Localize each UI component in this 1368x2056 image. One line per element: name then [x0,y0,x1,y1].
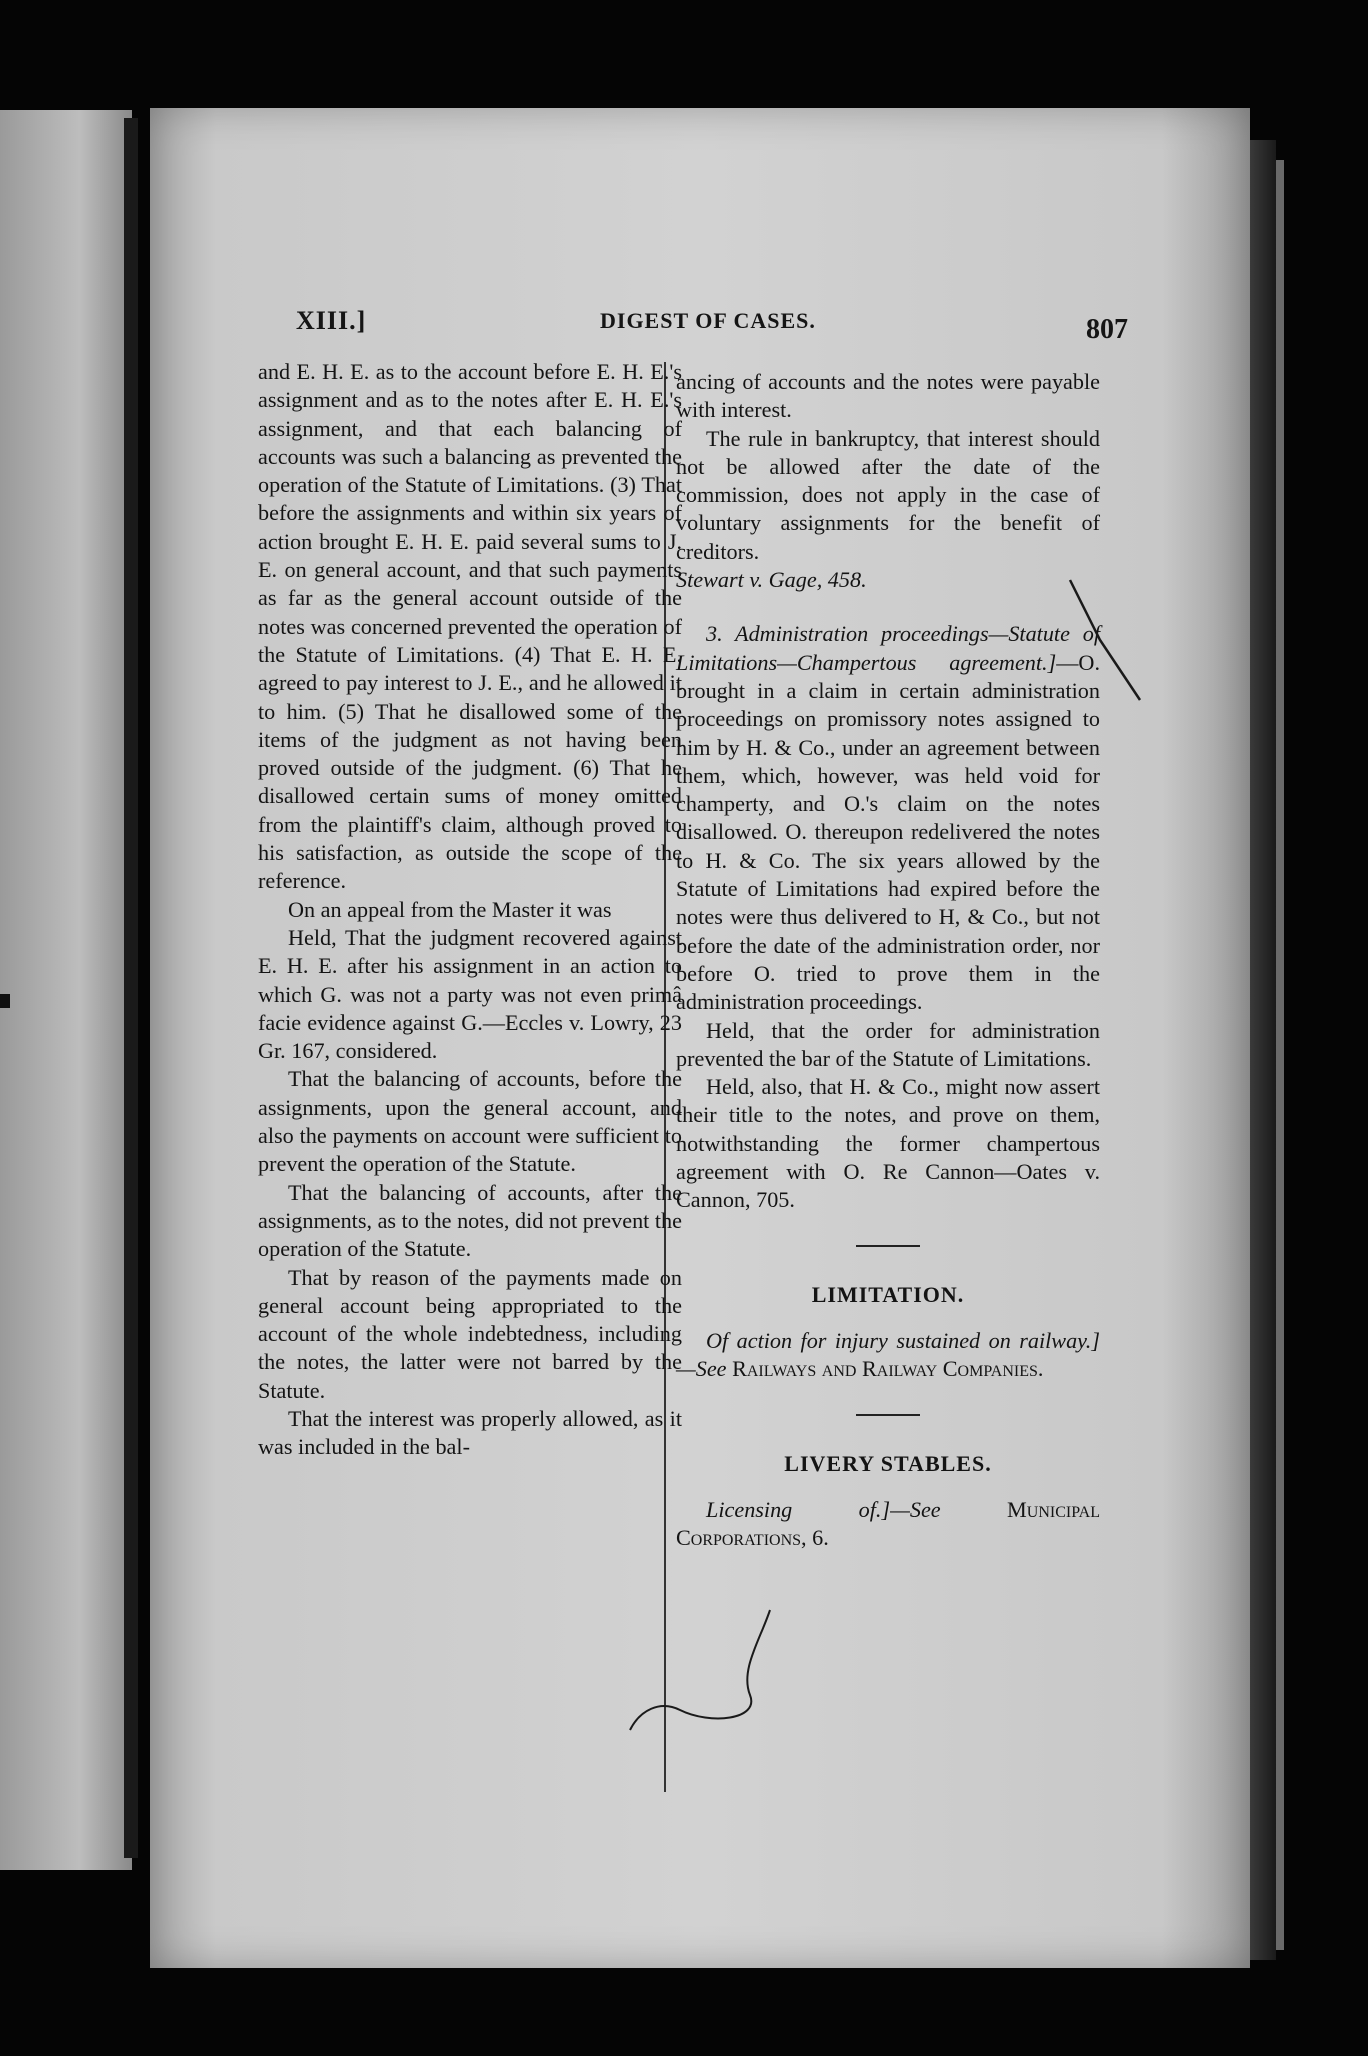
index-entry [676,1496,1100,1553]
paragraph: That by reason of the payments made on general account being appropriated to the account of the whole indebtedness, including the notes, the latter were not barred by the Statute. [258,1264,682,1403]
left-column [258,358,682,1462]
book-spine [1250,140,1276,1960]
entry-topic: Licensing of.] [706,1496,891,1522]
paragraph: The rule in bankruptcy, that interest should not be allowed after the date of the commission, does not apply in the case of voluntary assignments for the benefit of creditors. [676,425,1100,564]
facing-page-gutter [124,118,138,1858]
page-number: 807 [1086,314,1128,345]
case-entry [676,620,1100,1016]
case-heading: 3. Administration proceedings—Statute of Limitations—Champertous agreement.] [676,621,1100,675]
right-column [676,368,1100,1552]
section-divider [856,1245,920,1247]
paragraph: That the balancing of accounts, before the assignments, upon the general account, and also the payments on account were sufficient to prevent the operation of the Statute. [258,1066,682,1177]
held-paragraph: Held, that the order for administration prevented the bar of the Statute of Limitations. [676,1017,1100,1071]
cross-reference: Railways and Railway Companies. [732,1356,1044,1382]
paragraph: On an appeal from the Master it was [288,896,612,922]
entry-topic: Of action for injury sustained on railway.] [706,1327,1100,1353]
running-title: DIGEST OF CASES. [600,308,816,333]
case-citation: Stewart v. Gage, 458. [676,567,867,593]
margin-mark [0,994,10,1008]
chapter-marker: XIII.] [296,306,367,335]
see-label: —See [890,1496,1008,1522]
index-entry [676,1327,1100,1384]
held-paragraph: Held, also, that H. & Co., might now assert their title to the notes, and prove on them, notwithstanding the former champertous agreement with O. Re Cannon—Oates v. Cannon, 705. [676,1074,1100,1213]
held-paragraph: Held, That the judgment recovered against E. H. E. after his assignment in an action to which G. was not a party was not even primâ facie evidence against G.—Eccles v. Lowry, 23 Gr. 167, considered. [258,924,682,1064]
paragraph: ancing of accounts and the notes were payable with interest. [676,369,1100,423]
section-heading-limitation: LIMITATION. [811,1281,965,1307]
facing-page-edge [0,110,132,1870]
section-divider [856,1414,920,1416]
cross-reference: Municipal Corporations, 6. [676,1496,1100,1551]
pen-scribble [620,1600,800,1750]
see-label: —See [676,1356,733,1382]
paragraph: That the interest was properly allowed, as it was included in the bal- [258,1405,682,1460]
paragraph: and E. H. E. as to the account before E. H. E.'s assignment and as to the notes after E. H. E.'s assignment, and that each balancing of accounts was such a balancing as prevented the operation of the Statute of Limitations. (3) That before the assignments and within six years of action brought E. H. E. paid several sums to J. E. on general account, and that such payments as far as the general account outside of the notes was concerned prevented the operation of the Statute of Limitations. (4) That E. H. E. agreed to pay interest to J. E., and he allowed it to him. (5) That he disallowed some of the items of the judgment as not having been proved outside of the judgment. (6) That he disallowed certain sums of money omitted from the plaintiff's claim, although proved to his satisfaction, as outside the scope of the reference. [258,359,682,894]
case-body: —O. brought in a claim in certain administration proceedings on promissory notes assigned to him by H. & Co., under an agreement between them, which, however, was held void for champerty, and O.'s claim on the notes disallowed. O. thereupon redelivered the notes to H. & Co. The six years allowed by the Statute of Limitations had expired before the notes were thus delivered to H, & Co., but not before the date of the administration order, nor before O. tried to prove them in the administration proceedings. [676,649,1100,1015]
section-heading-livery-stables: LIVERY STABLES. [784,1450,992,1476]
paragraph: That the balancing of accounts, after the assignments, as to the notes, did not prevent the operation of the Statute. [258,1179,682,1262]
running-header [296,300,1128,344]
pen-mark [1060,570,1150,710]
book-spine-edge [1276,160,1284,1950]
